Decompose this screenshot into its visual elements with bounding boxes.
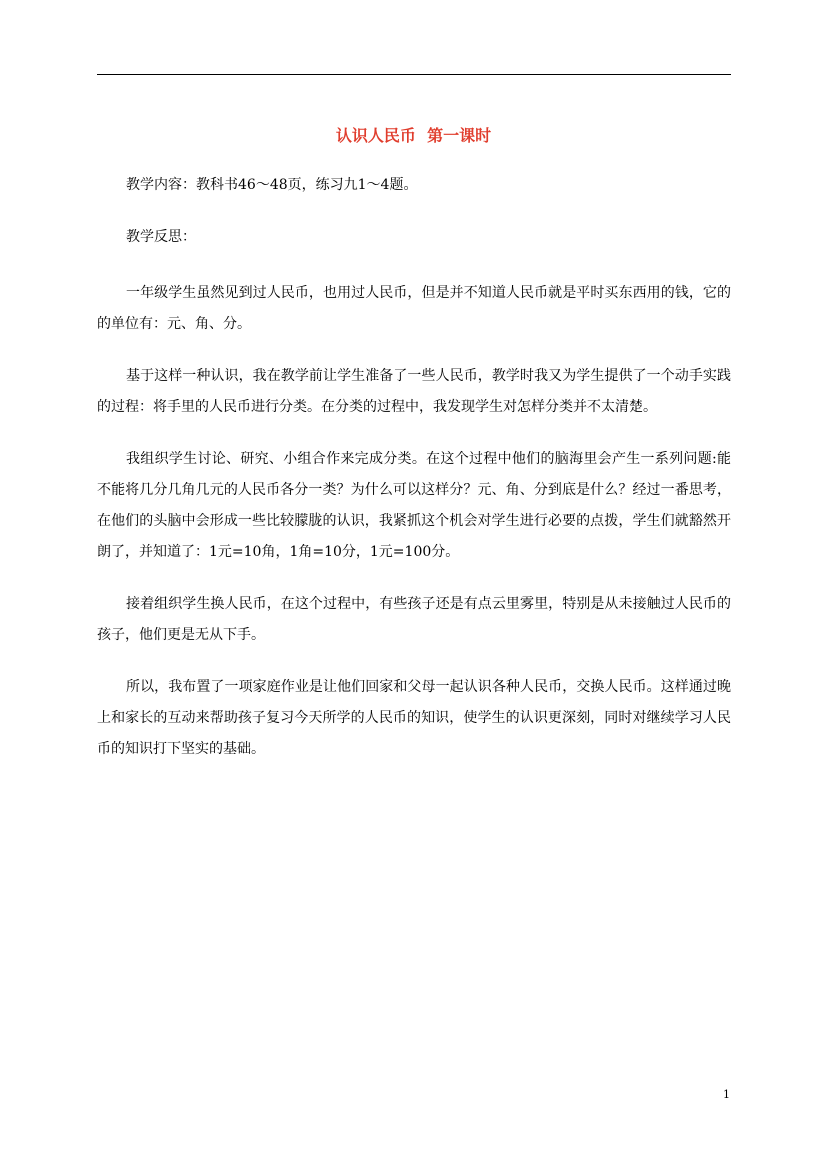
paragraph-1: 一年级学生虽然见到过人民币，也用过人民币，但是并不知道人民币就是平时买东西用的钱，它的的单位有：元、角、分。 <box>97 285 731 332</box>
document-body <box>97 174 731 786</box>
header-rule <box>97 74 731 75</box>
paragraph-5: 所以，我布置了一项家庭作业是让他们回家和父母一起认识各种人民币，交换人民币。这样通过晚上和家长的互动来帮助孩子复习今天所学的人民币的知识，使学生的认识更深刻，同时对继续学习人民币的知识打下坚实的基础。 <box>97 679 731 757</box>
paragraph-reflection-heading: 教学反思： <box>126 229 196 245</box>
paragraph-3: 我组织学生讨论、研究、小组合作来完成分类。在这个过程中他们的脑海里会产生一系列问题:能不能将几分几角几元的人民币各分一类？为什么可以这样分？元、角、分到底是什么？经过一番思考，在他们的头脑中会形成一些比较朦胧的认识，我紧抓这个机会对学生进行必要的点拨，学生们就豁然开朗了，并知道了：1元=10角，1角=10分，1元=100分。 <box>97 451 731 560</box>
document-title: 认识人民币 第一课时 <box>335 126 492 145</box>
paragraph-4: 接着组织学生换人民币，在这个过程中，有些孩子还是有点云里雾里，特别是从未接触过人民币的孩子，他们更是无从下手。 <box>97 596 731 643</box>
page-number: 1 <box>723 1088 730 1101</box>
paragraph-teaching-content: 教学内容：教科书46～48页，练习九1～4题。 <box>126 177 418 193</box>
paragraph-2: 基于这样一种认识，我在教学前让学生准备了一些人民币，教学时我又为学生提供了一个动手实践的过程：将手里的人民币进行分类。在分类的过程中，我发现学生对怎样分类并不太清楚。 <box>97 368 731 415</box>
